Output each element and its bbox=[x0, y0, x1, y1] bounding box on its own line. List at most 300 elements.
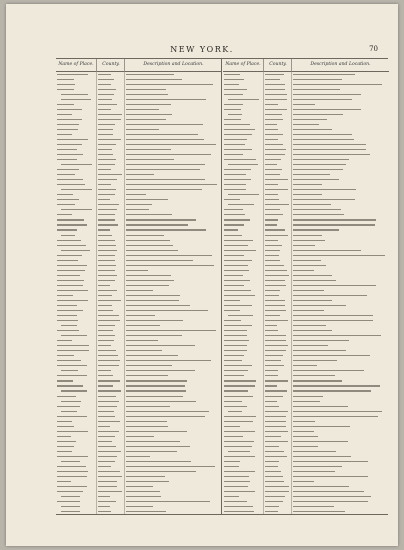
county-text bbox=[98, 446, 116, 447]
place-name-text bbox=[57, 486, 87, 487]
table-row bbox=[56, 158, 221, 162]
description-text bbox=[293, 99, 352, 100]
table-row bbox=[223, 82, 388, 86]
place-name-text bbox=[224, 300, 240, 301]
county-text bbox=[265, 486, 289, 487]
place-name-text bbox=[57, 441, 76, 442]
table-row bbox=[56, 394, 221, 398]
county-text bbox=[98, 134, 113, 135]
county-text bbox=[265, 219, 278, 220]
description-text bbox=[293, 416, 378, 417]
county-text bbox=[98, 426, 110, 427]
county-text bbox=[98, 345, 111, 346]
description-text bbox=[126, 214, 172, 215]
county-text bbox=[98, 396, 116, 397]
place-name-text bbox=[57, 305, 77, 306]
column-header-description: Description and Location. bbox=[124, 59, 222, 72]
place-name-text bbox=[224, 350, 247, 351]
table-row bbox=[223, 198, 388, 202]
county-text bbox=[265, 89, 285, 90]
place-name-text bbox=[57, 224, 87, 225]
place-name-text bbox=[57, 184, 85, 185]
table-row bbox=[223, 334, 388, 338]
place-name-text bbox=[224, 456, 255, 457]
county-text bbox=[265, 229, 285, 230]
table-row bbox=[223, 158, 388, 162]
place-name-text bbox=[57, 436, 71, 437]
description-text bbox=[293, 350, 346, 351]
table-row bbox=[223, 233, 388, 237]
description-text bbox=[126, 411, 209, 412]
table-row bbox=[56, 414, 221, 418]
table-row bbox=[223, 268, 388, 272]
place-name-text bbox=[224, 109, 241, 110]
table-row bbox=[56, 329, 221, 333]
table-row bbox=[56, 454, 221, 458]
table-row bbox=[223, 404, 388, 408]
place-name-text bbox=[228, 114, 242, 115]
place-name-text bbox=[61, 164, 92, 165]
county-text bbox=[98, 375, 113, 376]
table-row bbox=[56, 314, 221, 318]
description-text bbox=[126, 295, 180, 296]
place-name-text bbox=[224, 270, 249, 271]
county-text bbox=[98, 214, 115, 215]
table-row bbox=[223, 419, 388, 423]
place-name-text bbox=[224, 511, 254, 512]
county-text bbox=[98, 451, 121, 452]
place-name-text bbox=[57, 174, 75, 175]
county-text bbox=[98, 124, 115, 125]
description-text bbox=[126, 416, 205, 417]
place-name-text bbox=[224, 431, 255, 432]
table-row bbox=[56, 233, 221, 237]
table-row bbox=[56, 344, 221, 348]
description-text bbox=[126, 179, 205, 180]
description-text bbox=[126, 89, 166, 90]
place-name-text bbox=[57, 240, 81, 241]
county-text bbox=[98, 79, 114, 80]
description-text bbox=[293, 275, 332, 276]
table-row bbox=[56, 369, 221, 373]
description-text bbox=[126, 240, 170, 241]
place-name-text bbox=[57, 426, 74, 427]
place-name-text bbox=[57, 79, 74, 80]
county-text bbox=[265, 240, 278, 241]
place-name-text bbox=[57, 320, 78, 321]
table-row bbox=[56, 87, 221, 91]
description-text bbox=[293, 481, 314, 482]
description-text bbox=[293, 174, 330, 175]
description-text bbox=[126, 481, 169, 482]
table-row bbox=[223, 72, 388, 76]
column-header-name: Name of Place. bbox=[56, 59, 96, 72]
description-text bbox=[293, 219, 376, 220]
description-text bbox=[293, 149, 366, 150]
place-name-text bbox=[224, 486, 248, 487]
table-row bbox=[56, 500, 221, 504]
description-text bbox=[293, 74, 355, 75]
county-text bbox=[265, 119, 283, 120]
county-text bbox=[98, 229, 110, 230]
county-text bbox=[98, 144, 116, 145]
county-text bbox=[265, 446, 279, 447]
place-name-text bbox=[57, 340, 72, 341]
description-text bbox=[126, 250, 178, 251]
county-text bbox=[98, 174, 122, 175]
page-number: 70 bbox=[369, 45, 378, 53]
place-name-text bbox=[228, 411, 242, 412]
description-text bbox=[126, 245, 173, 246]
county-text bbox=[265, 305, 285, 306]
description-text bbox=[293, 119, 327, 120]
place-name-text bbox=[224, 441, 254, 442]
place-name-text bbox=[224, 94, 243, 95]
table-row bbox=[223, 253, 388, 257]
table-row bbox=[56, 359, 221, 363]
place-name-text bbox=[224, 380, 256, 381]
table-row bbox=[56, 324, 221, 328]
description-text bbox=[293, 365, 317, 366]
place-name-text bbox=[224, 184, 246, 185]
description-text bbox=[293, 229, 339, 230]
table-row bbox=[223, 359, 388, 363]
county-text bbox=[265, 134, 283, 135]
place-name-text bbox=[57, 194, 73, 195]
place-name-text bbox=[224, 189, 246, 190]
description-text bbox=[126, 174, 154, 175]
table-row bbox=[223, 369, 388, 373]
description-text bbox=[126, 159, 174, 160]
description-text bbox=[293, 345, 328, 346]
table-row bbox=[56, 490, 221, 494]
county-text bbox=[98, 340, 114, 341]
county-text bbox=[265, 204, 289, 205]
table-row bbox=[223, 314, 388, 318]
table-row bbox=[56, 208, 221, 212]
table-row bbox=[56, 379, 221, 383]
description-text bbox=[293, 114, 343, 115]
table-row bbox=[56, 132, 221, 136]
table-row bbox=[223, 288, 388, 292]
place-name-text bbox=[57, 501, 80, 502]
table-row bbox=[223, 379, 388, 383]
description-text bbox=[293, 310, 324, 311]
description-text bbox=[126, 275, 171, 276]
table-row bbox=[223, 298, 388, 302]
description-text bbox=[126, 486, 153, 487]
place-name-text bbox=[57, 345, 89, 346]
description-text bbox=[126, 134, 198, 135]
county-text bbox=[98, 199, 110, 200]
description-text bbox=[126, 310, 208, 311]
county-text bbox=[98, 416, 115, 417]
table-row bbox=[56, 253, 221, 257]
description-text bbox=[293, 330, 332, 331]
place-name-text bbox=[224, 320, 241, 321]
description-text bbox=[293, 426, 350, 427]
county-text bbox=[265, 265, 284, 266]
place-name-text bbox=[57, 476, 87, 477]
table-row bbox=[223, 193, 388, 197]
table-row bbox=[223, 168, 388, 172]
description-text bbox=[126, 144, 216, 145]
county-text bbox=[98, 84, 111, 85]
county-text bbox=[98, 486, 117, 487]
table-row bbox=[56, 495, 221, 499]
description-text bbox=[293, 401, 320, 402]
description-text bbox=[126, 184, 217, 185]
description-text bbox=[293, 305, 346, 306]
description-text bbox=[126, 74, 174, 75]
place-name-text bbox=[61, 335, 87, 336]
description-text bbox=[126, 219, 196, 220]
description-text bbox=[293, 406, 348, 407]
description-text bbox=[126, 139, 204, 140]
description-text bbox=[126, 114, 172, 115]
place-name-text bbox=[224, 199, 240, 200]
place-name-text bbox=[57, 149, 77, 150]
place-name-text bbox=[224, 421, 253, 422]
place-name-text bbox=[57, 139, 88, 140]
place-name-text bbox=[224, 396, 253, 397]
description-text bbox=[126, 109, 159, 110]
county-text bbox=[265, 426, 286, 427]
place-name-text bbox=[224, 390, 248, 391]
table-row bbox=[223, 394, 388, 398]
description-text bbox=[126, 199, 168, 200]
county-text bbox=[265, 335, 286, 336]
county-text bbox=[98, 350, 116, 351]
table-row bbox=[56, 188, 221, 192]
description-text bbox=[293, 109, 361, 110]
table-row bbox=[56, 168, 221, 172]
description-text bbox=[126, 396, 183, 397]
description-text bbox=[293, 250, 361, 251]
entry-rows-right bbox=[223, 72, 388, 514]
table-row bbox=[56, 459, 221, 463]
county-text bbox=[98, 491, 122, 492]
table-row bbox=[223, 107, 388, 111]
table-row bbox=[223, 97, 388, 101]
description-text bbox=[126, 370, 195, 371]
table-row bbox=[223, 263, 388, 267]
description-text bbox=[126, 431, 187, 432]
description-text bbox=[126, 345, 195, 346]
description-text bbox=[126, 360, 211, 361]
description-text bbox=[126, 406, 170, 407]
description-text bbox=[293, 476, 368, 477]
county-text bbox=[98, 204, 119, 205]
table-row bbox=[223, 293, 388, 297]
place-name-text bbox=[224, 401, 242, 402]
description-text bbox=[126, 436, 154, 437]
table-row bbox=[223, 203, 388, 207]
county-text bbox=[98, 466, 111, 467]
gazetteer-right-half bbox=[223, 59, 388, 514]
table-row bbox=[56, 480, 221, 484]
place-name-text bbox=[61, 235, 75, 236]
description-text bbox=[293, 144, 366, 145]
county-text bbox=[265, 214, 283, 215]
place-name-text bbox=[57, 199, 79, 200]
description-text bbox=[126, 471, 196, 472]
place-name-text bbox=[61, 250, 90, 251]
table-row bbox=[223, 188, 388, 192]
description-text bbox=[126, 189, 202, 190]
description-text bbox=[293, 370, 364, 371]
place-name-text bbox=[61, 325, 77, 326]
table-row bbox=[56, 268, 221, 272]
description-text bbox=[126, 350, 162, 351]
place-name-text bbox=[61, 496, 80, 497]
place-name-text bbox=[61, 390, 87, 391]
description-text bbox=[126, 506, 153, 507]
place-name-text bbox=[57, 431, 88, 432]
description-text bbox=[293, 446, 318, 447]
description-text bbox=[126, 390, 186, 391]
place-name-text bbox=[57, 491, 83, 492]
place-name-text bbox=[57, 270, 85, 271]
table-row bbox=[56, 308, 221, 312]
place-name-text bbox=[57, 421, 72, 422]
county-text bbox=[98, 496, 110, 497]
table-row bbox=[223, 243, 388, 247]
description-text bbox=[126, 149, 171, 150]
county-text bbox=[265, 174, 280, 175]
place-name-text bbox=[224, 229, 238, 230]
county-text bbox=[265, 189, 288, 190]
place-name-text bbox=[61, 511, 80, 512]
description-text bbox=[293, 79, 342, 80]
county-text bbox=[98, 235, 112, 236]
county-text bbox=[265, 350, 286, 351]
county-text bbox=[265, 159, 281, 160]
place-name-text bbox=[57, 471, 88, 472]
description-text bbox=[126, 340, 158, 341]
description-text bbox=[293, 466, 342, 467]
description-text bbox=[126, 355, 178, 356]
place-name-text bbox=[57, 380, 73, 381]
description-text bbox=[293, 290, 324, 291]
county-text bbox=[98, 431, 119, 432]
table-row bbox=[56, 424, 221, 428]
place-name-text bbox=[224, 471, 255, 472]
place-name-text bbox=[224, 375, 244, 376]
table-row bbox=[56, 77, 221, 81]
county-text bbox=[98, 240, 115, 241]
county-text bbox=[98, 421, 120, 422]
table-row bbox=[223, 480, 388, 484]
place-name-text bbox=[57, 360, 81, 361]
description-text bbox=[126, 501, 210, 502]
county-text bbox=[98, 471, 120, 472]
place-name-text bbox=[224, 436, 243, 437]
description-text bbox=[293, 501, 368, 502]
table-row bbox=[56, 248, 221, 252]
description-text bbox=[126, 270, 148, 271]
table-row bbox=[223, 273, 388, 277]
place-name-text bbox=[224, 265, 248, 266]
county-text bbox=[265, 506, 279, 507]
place-name-text bbox=[224, 481, 250, 482]
table-row bbox=[223, 510, 388, 514]
description-text bbox=[293, 285, 376, 286]
county-text bbox=[265, 411, 288, 412]
table-row bbox=[56, 112, 221, 116]
county-text bbox=[265, 380, 288, 381]
county-text bbox=[98, 219, 115, 220]
description-text bbox=[293, 189, 356, 190]
county-text bbox=[98, 285, 110, 286]
description-text bbox=[293, 255, 385, 256]
table-row bbox=[223, 278, 388, 282]
table-row bbox=[56, 354, 221, 358]
place-name-text bbox=[57, 89, 74, 90]
table-row bbox=[223, 132, 388, 136]
county-text bbox=[265, 245, 282, 246]
county-text bbox=[98, 209, 117, 210]
place-name-text bbox=[57, 124, 79, 125]
place-name-text bbox=[57, 456, 88, 457]
place-name-text bbox=[61, 94, 88, 95]
county-text bbox=[98, 461, 115, 462]
county-text bbox=[265, 360, 281, 361]
place-name-text bbox=[57, 385, 83, 386]
table-row bbox=[56, 298, 221, 302]
table-row bbox=[223, 349, 388, 353]
county-text bbox=[265, 149, 286, 150]
table-row bbox=[56, 72, 221, 76]
place-name-text bbox=[224, 129, 255, 130]
place-name-text bbox=[224, 174, 246, 175]
column-header-county: County. bbox=[96, 59, 125, 72]
place-name-text bbox=[224, 179, 251, 180]
county-text bbox=[265, 184, 278, 185]
table-row bbox=[56, 505, 221, 509]
table-row bbox=[56, 404, 221, 408]
place-name-text bbox=[61, 99, 91, 100]
description-text bbox=[126, 229, 206, 230]
description-text bbox=[293, 300, 332, 301]
table-row bbox=[223, 475, 388, 479]
description-text bbox=[293, 396, 323, 397]
table-row bbox=[56, 163, 221, 167]
description-text bbox=[293, 134, 352, 135]
county-text bbox=[265, 355, 283, 356]
county-text bbox=[98, 109, 111, 110]
description-text bbox=[293, 94, 361, 95]
place-name-text bbox=[57, 315, 77, 316]
description-text bbox=[293, 496, 371, 497]
county-text bbox=[98, 456, 117, 457]
description-text bbox=[126, 265, 214, 266]
table-row bbox=[223, 384, 388, 388]
place-name-text bbox=[224, 491, 255, 492]
county-text bbox=[98, 260, 115, 261]
county-text bbox=[98, 506, 110, 507]
county-text bbox=[265, 250, 280, 251]
county-text bbox=[265, 496, 285, 497]
description-text bbox=[293, 159, 349, 160]
county-text bbox=[265, 370, 278, 371]
description-text bbox=[293, 184, 322, 185]
place-name-text bbox=[224, 345, 247, 346]
table-row bbox=[56, 339, 221, 343]
county-text bbox=[265, 481, 284, 482]
table-row bbox=[56, 223, 221, 227]
table-row bbox=[223, 434, 388, 438]
